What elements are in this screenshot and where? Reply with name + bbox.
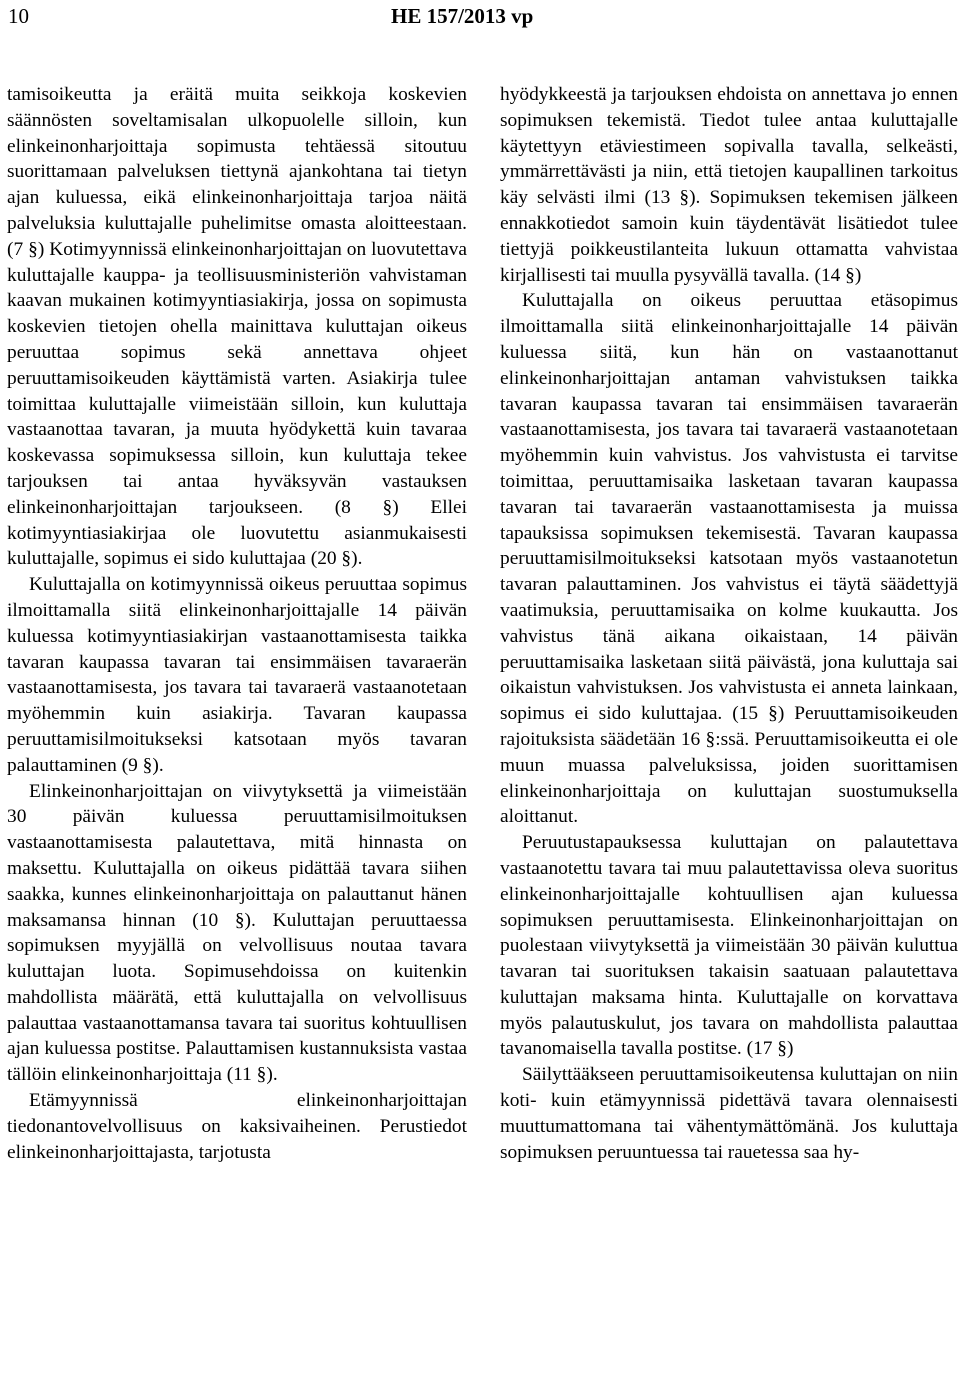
paragraph: Kuluttajalla on oikeus peruuttaa etäsopimus ilmoittamalla siitä elinkeinonharjoittajalle 14 päivän kuluessa siitä, kun hän on vastaanottanut elinkeinonharjoittajan antaman vahvistuksen taikka tavaran kaupassa tavaran tai ensimmäisen tavaraerän vastaanottamisesta, jos tavara tai tavaraerä vastaanotetaan myöhemmin kuin vahvistus. Jos vahvistusta ei tarvitse toimittaa, peruuttamisaika lasketaan tavaran kaupassa tavaran tai tavaraerän vastaanottamisesta ja muissa tapauksissa sopimuksen tekemisestä. Tavaran kaupassa peruuttamisilmoitukseksi katsotaan myös vastaanotetun tavaran palauttaminen. Jos vahvistus ei täytä säädettyjä vaatimuksia, peruuttamisaika on kolme kuukautta. Jos vahvistus tänä aikana oikaistaan, 14 päivän peruuttamisaika lasketaan siitä päivästä, jona kuluttaja sai oikaistun vahvistuksen. Jos vahvistusta ei anneta lainkaan, sopimus ei sido kuluttajaa. (15 §) Peruuttamisoikeuden rajoituksista säädetään 16 §:ssä. Peruuttamisoikeutta ei ole muun muassa palveluksissa, joiden suorittamisen elinkeinonharjoittaja on kuluttajan suostumuksella aloittanut.: [500, 290, 958, 828]
paragraph: Etämyynnissä elinkeinonharjoittajan tiedonantovelvollisuus on kaksivaiheinen. Perustiedot elinkeinonharjoittajasta, tarjotusta: [7, 1090, 467, 1163]
page-header: [0, 0, 960, 40]
paragraph: tamisoikeutta ja eräitä muita seikkoja koskevien säännösten soveltamisalan ulkopuolelle silloin, kun elinkeinonharjoittaja sopimusta tehtäessä sitoutuu suorittamaan palveluksen tiettynä ajankohtana tai tietyn ajan kuluessa, eikä elinkeinonharjoittaja tarjoa näitä palveluksia kuluttajalle puhelimitse omasta aloitteestaan. (7 §) Kotimyynnissä elinkeinonharjoittajan on luovutettava kuluttajalle kauppa- ja teollisuusministeriön vahvistaman kaavan mukainen kotimyyntiasiakirja, jossa on sopimusta koskevien tietojen ohella mainittava kuluttajan oikeus peruuttaa sopimus sekä annettava ohjeet peruuttamisoikeuden käyttämistä varten. Asiakirja tulee toimittaa kuluttajalle viimeistään silloin, kun kuluttaja vastaanottaa tavaran, ja muuta hyödykettä kuin tavaraa koskevassa sopimuksessa silloin, kun kuluttaja tekee tarjouksen tai antaa hyväksyvän vastauksen elinkeinonharjoittajan tarjoukseen. (8 §) Ellei kotimyyntiasiakirjaa ole luovutettu asianmukaisesti kuluttajalle, sopimus ei sido kuluttajaa (20 §).: [7, 84, 467, 570]
document-id: HE 157/2013 vp: [391, 4, 534, 28]
left-column: [7, 82, 467, 1165]
paragraph: hyödykkeestä ja tarjouksen ehdoista on annettava jo ennen sopimuksen tekemistä. Tiedot tulee antaa kuluttajalle käytettyyn etäviestimeen sopivalla tavalla, selkeästi, ymmärrettävästi ja niin, että tietojen kaupallinen tarkoitus käy selvästi ilmi (13 §). Sopimuksen tekemisen jälkeen ennakkotiedot samoin kuin täydentävät lisätiedot tulee tiettyjä poikkeustilanteita lukuun ottamatta vahvistaa kirjallisesti tai muulla pysyvällä tavalla. (14 §): [500, 84, 958, 286]
paragraph: Säilyttääkseen peruuttamisoikeutensa kuluttajan on niin koti- kuin etämyynnissä pidettävä tavara olennaisesti muuttumattomana tai vähentymättömänä. Jos kuluttaja sopimuksen peruuntuessa tai rauetessa saa hy-: [500, 1064, 958, 1163]
paragraph: Elinkeinonharjoittajan on viivytyksettä ja viimeistään 30 päivän kuluessa peruuttamisilmoituksen vastaanottamisesta palautettava, mitä hinnasta on maksettu. Kuluttajalla on oikeus pidättää tavara siihen saakka, kunnes elinkeinonharjoittaja on palauttanut hänen maksamansa hinnan (10 §). Kuluttajan peruuttaessa sopimuksen myyjällä on velvollisuus noutaa tavara kuluttajan luota. Sopimusehdoissa on kuitenkin mahdollista määrätä, että kuluttajalla on velvollisuus palauttaa vastaanottamansa tavara tai suoritus kohtuullisen ajan kuluessa postitse. Palauttamisen kustannuksista vastaa tällöin elinkeinonharjoittaja (11 §).: [7, 780, 467, 1086]
page-number: 10: [8, 4, 29, 28]
paragraph: Peruutustapauksessa kuluttajan on palautettava vastaanotettu tavara tai muu palautettavissa oleva suoritus elinkeinonharjoittajalle kohtuullisen ajan kuluessa sopimuksen peruuttamisesta. Elinkeinonharjoittajan on puolestaan viivytyksettä ja viimeistään 30 päivän kuluttua tavaran tai suorituksen takaisin saatuaan palautettava kuluttajan maksama hinta. Kuluttajalle on korvattava myös palautuskulut, jos tavara on mahdollista palauttaa tavanomaisella tavalla postitse. (17 §): [500, 832, 958, 1060]
paragraph: Kuluttajalla on kotimyynnissä oikeus peruuttaa sopimus ilmoittamalla siitä elinkeinonharjoittajalle 14 päivän kuluessa kotimyyntiasiakirjan vastaanottamisesta taikka tavaran kaupassa tavaran tai ensimmäisen tavaraerän vastaanottamisesta, jos tavara tai tavaraerä vastaanotetaan myöhemmin kuin asiakirja. Tavaran kaupassa peruuttamisilmoitukseksi katsotaan myös tavaran palauttaminen (9 §).: [7, 574, 467, 776]
right-column: [500, 82, 958, 1165]
